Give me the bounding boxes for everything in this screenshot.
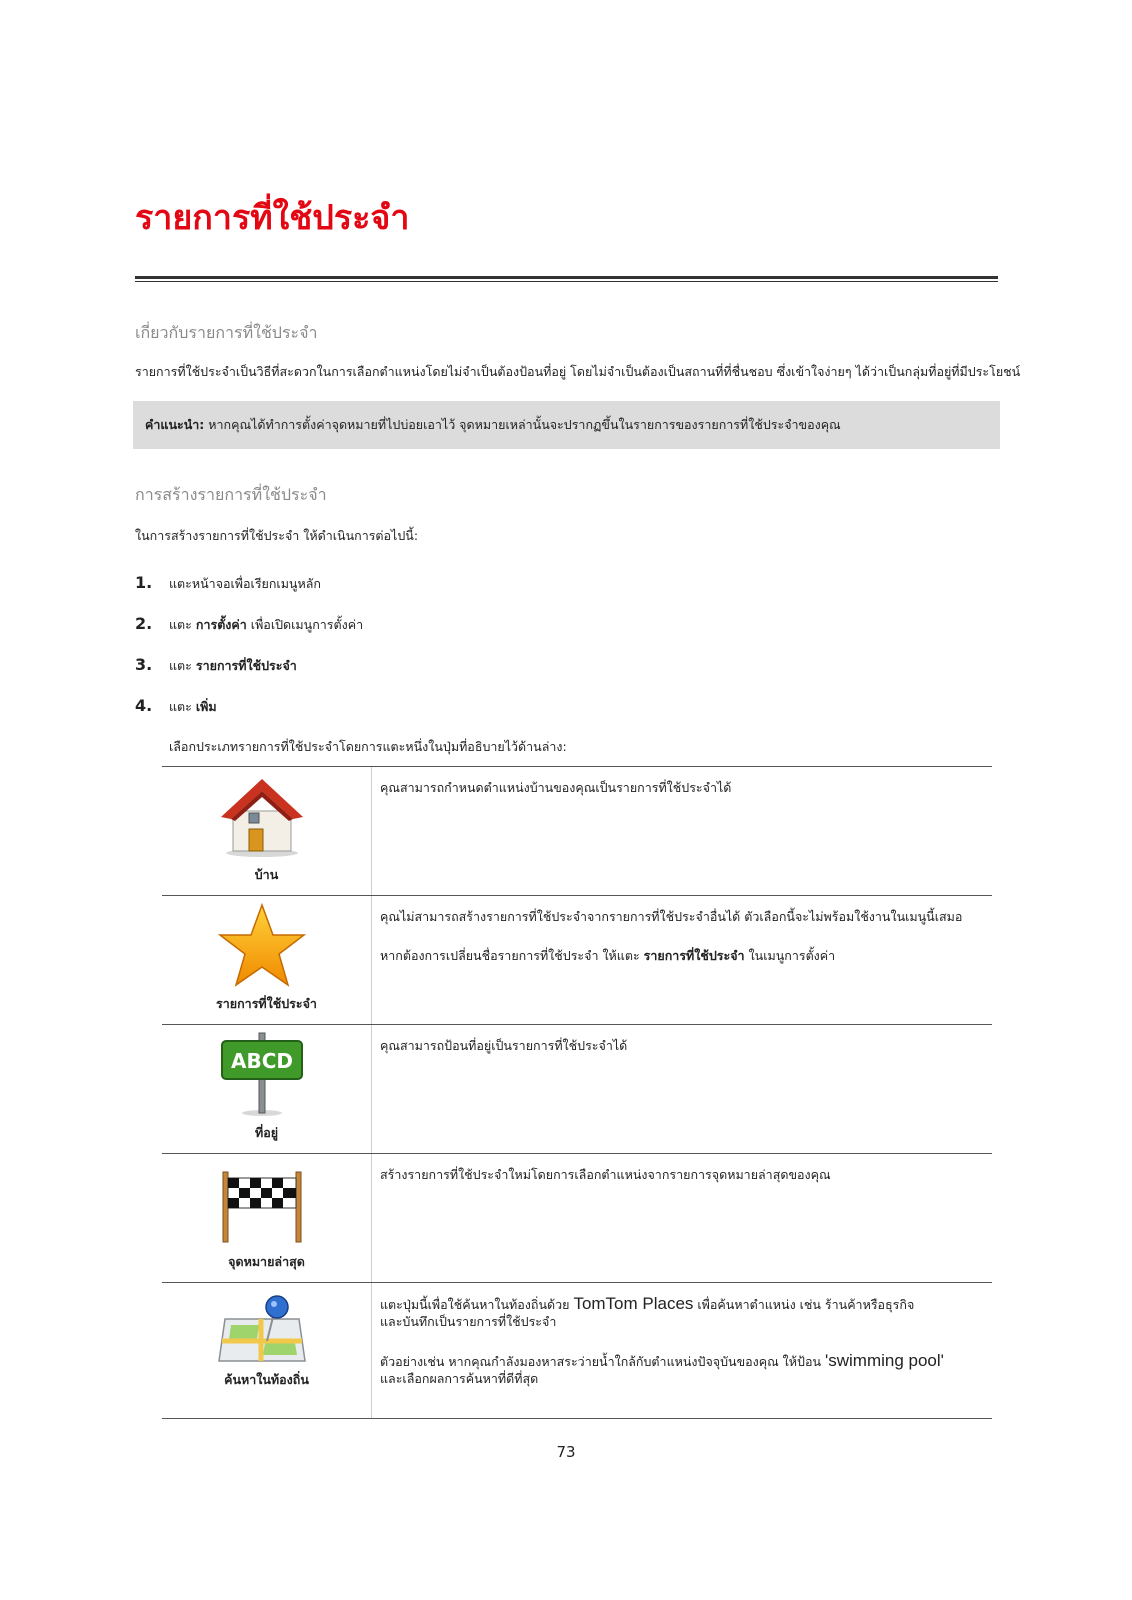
about-paragraph: รายการที่ใช้ประจำเป็นวิธีที่สะดวกในการเลือกตำแหน่งโดยไม่จำเป็นต้องป้อนที่อยู่ โดยไม่จำเป็นต้องเป็นสถานที่ที่ชื่นชอบ ซึ่งเข้าใจง่ายๆ ได้ว่าเป็นกลุ่มที่อยู่ที่มีประโยชน์ <box>135 364 1021 379</box>
description-text-after: เพื่อค้นหาตำแหน่ง เช่น ร้านค้าหรือธุรกิจ <box>697 1297 915 1312</box>
step-4 <box>135 696 221 717</box>
option-row-home <box>162 767 992 896</box>
address-sign-icon <box>217 1031 307 1119</box>
step-number: 3. <box>135 655 153 674</box>
section-heading-create: การสร้างรายการที่ใช้ประจำ <box>135 485 327 504</box>
step-3 <box>135 655 301 676</box>
option-row-local-search <box>162 1283 992 1419</box>
description-bold-term: รายการที่ใช้ประจำ <box>643 948 745 963</box>
favourite-options-table <box>162 766 992 1419</box>
description-paragraph: คุณสามารถป้อนที่อยู่เป็นรายการที่ใช้ประจำได้ <box>380 1038 628 1053</box>
description-paragraph: คุณไม่สามารถสร้างรายการที่ใช้ประจำจากรายการที่ใช้ประจำอื่นได้ ตัวเลือกนี้จะไม่พร้อมใช้งานในเมนูนี้เสมอ <box>380 909 963 924</box>
option-row-address <box>162 1025 992 1154</box>
home-icon <box>217 773 307 861</box>
description-text-line2: และเลือกผลการค้นหาที่ดีที่สุด <box>380 1371 539 1386</box>
description-text: หากต้องการเปลี่ยนชื่อรายการที่ใช้ประจำ ให้แตะ <box>380 948 640 963</box>
description-paragraph <box>380 1295 992 1330</box>
section-heading-about: เกี่ยวกับรายการที่ใช้ประจำ <box>135 323 318 342</box>
step-text: แตะ <box>169 658 192 673</box>
step-1 <box>135 573 321 594</box>
title-rule-bottom <box>135 281 998 282</box>
option-label: ค้นหาในท้องถิ่น <box>224 1372 309 1387</box>
local-search-map-icon <box>217 1289 307 1377</box>
option-button-recent-destination[interactable] <box>162 1154 372 1282</box>
title-rule-top <box>135 276 998 279</box>
step-text: แตะ <box>169 699 192 714</box>
description-paragraph: สร้างรายการที่ใช้ประจำใหม่โดยการเลือกตำแหน่งจากรายการจุดหมายล่าสุดของคุณ <box>380 1167 831 1182</box>
brand-name: TomTom Places <box>573 1294 694 1313</box>
description-text: แตะปุ่มนี้เพื่อใช้ค้นหาในท้องถิ่นด้วย <box>380 1297 570 1312</box>
option-description <box>372 767 992 895</box>
option-label: บ้าน <box>254 867 279 882</box>
tip-box <box>133 401 1000 449</box>
description-text-line2: และบันทึกเป็นรายการที่ใช้ประจำ <box>380 1314 557 1329</box>
step-text: แตะหน้าจอเพื่อเรียกเมนูหลัก <box>169 576 321 591</box>
step-2 <box>135 614 363 635</box>
star-icon <box>217 902 307 990</box>
option-description <box>372 896 992 1024</box>
option-button-home[interactable] <box>162 767 372 895</box>
option-label: ที่อยู่ <box>254 1125 279 1140</box>
option-label: จุดหมายล่าสุด <box>228 1254 305 1269</box>
option-description <box>372 1154 992 1282</box>
description-paragraph: คุณสามารถกำหนดตำแหน่งบ้านของคุณเป็นรายการที่ใช้ประจำได้ <box>380 780 732 795</box>
description-paragraph <box>380 1352 992 1387</box>
step-number: 1. <box>135 573 153 592</box>
option-button-favourite[interactable] <box>162 896 372 1024</box>
option-description <box>372 1025 992 1153</box>
choose-type-text: เลือกประเภทรายการที่ใช้ประจำโดยการแตะหนึ่งในปุ่มที่อธิบายไว้ด้านล่าง: <box>169 739 567 754</box>
example-search-term: 'swimming pool' <box>824 1351 944 1370</box>
option-button-address[interactable] <box>162 1025 372 1153</box>
step-bold-term: รายการที่ใช้ประจำ <box>195 658 297 673</box>
description-text-after: ในเมนูการตั้งค่า <box>748 948 836 963</box>
option-row-favourite <box>162 896 992 1025</box>
step-text-after: เพื่อเปิดเมนูการตั้งค่า <box>250 617 364 632</box>
option-row-recent-destination <box>162 1154 992 1283</box>
checkered-flag-icon <box>217 1160 307 1248</box>
option-description <box>372 1283 992 1418</box>
create-intro: ในการสร้างรายการที่ใช้ประจำ ให้ดำเนินการต่อไปนี้: <box>135 528 419 543</box>
page-number: 73 <box>556 1443 576 1461</box>
tip-text: หากคุณได้ทำการตั้งค่าจุดหมายที่ไปบ่อยเอาไว้ จุดหมายเหล่านั้นจะปรากฏขึ้นในรายการของรายการที่ใช้ประจำของคุณ <box>208 417 841 432</box>
step-text: แตะ <box>169 617 192 632</box>
step-number: 2. <box>135 614 153 633</box>
description-text: ตัวอย่างเช่น หากคุณกำลังมองหาสระว่ายน้ำใกล้กับตำแหน่งปัจจุบันของคุณ ให้ป้อน <box>380 1354 821 1369</box>
tip-label: คำแนะนำ: <box>145 417 205 432</box>
option-button-local-search[interactable] <box>162 1283 372 1418</box>
step-bold-term: เพิ่ม <box>195 699 217 714</box>
step-bold-term: การตั้งค่า <box>195 617 247 632</box>
description-paragraph <box>380 947 992 964</box>
address-sign-text: ABCD <box>230 1049 294 1073</box>
page-title: รายการที่ใช้ประจำ <box>135 198 410 238</box>
option-label: รายการที่ใช้ประจำ <box>216 996 317 1011</box>
step-number: 4. <box>135 696 153 715</box>
